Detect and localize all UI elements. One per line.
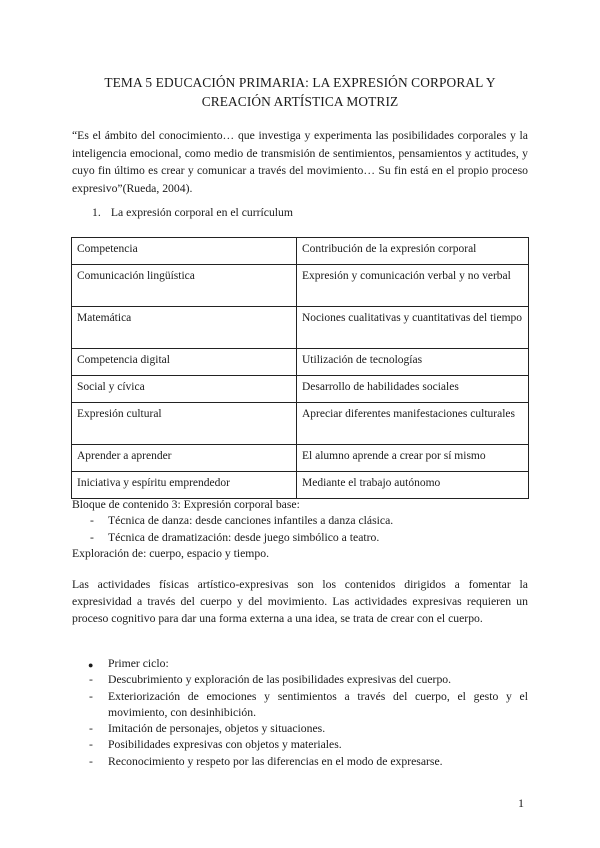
- list-item-text: Técnica de dramatización: desde juego simbólico a teatro.: [108, 530, 380, 544]
- bullet-icon: ●: [88, 660, 94, 670]
- table-header-cell: Competencia: [72, 238, 297, 265]
- dash-marker: -: [89, 754, 93, 768]
- primer-ciclo-list: [72, 656, 528, 770]
- section-heading-1: [92, 205, 293, 221]
- table-cell: Utilización de tecnologías: [297, 349, 529, 376]
- list-item: [72, 513, 532, 529]
- document-title: [72, 73, 528, 111]
- list-item-text: Descubrimiento y exploración de las posibilidades expresivas del cuerpo.: [108, 673, 452, 687]
- table-cell: Expresión cultural: [72, 403, 297, 445]
- section-title: La expresión corporal en el currículum: [110, 206, 293, 219]
- section-number: 1.: [92, 206, 101, 219]
- list-item-text: Imitación de personajes, objetos y situaciones.: [108, 722, 326, 736]
- list-item: [72, 754, 528, 770]
- table-row: [72, 472, 529, 499]
- title-line-2: CREACIÓN ARTÍSTICA MOTRIZ: [201, 94, 399, 109]
- table-cell: Social y cívica: [72, 376, 297, 403]
- list-item-text: Posibilidades expresivas con objetos y materiales.: [108, 738, 342, 752]
- table-header-row: [72, 238, 529, 265]
- dash-marker: -: [89, 689, 93, 703]
- list-item: [72, 689, 528, 722]
- table-row: [72, 349, 529, 376]
- list-heading-text: Primer ciclo:: [108, 657, 169, 670]
- table-cell: El alumno aprende a crear por sí mismo: [297, 445, 529, 472]
- table-cell: Matemática: [72, 307, 297, 349]
- table-cell: Iniciativa y espíritu emprendedor: [72, 472, 297, 499]
- dash-marker: -: [89, 673, 93, 687]
- table-row: [72, 307, 529, 349]
- dash-marker: -: [89, 722, 93, 736]
- table-cell: Desarrollo de habilidades sociales: [297, 376, 529, 403]
- table-cell: Apreciar diferentes manifestaciones culturales: [297, 403, 529, 445]
- table-header-cell: Contribución de la expresión corporal: [297, 238, 529, 265]
- table-row: [72, 265, 529, 307]
- table-cell: Competencia digital: [72, 349, 297, 376]
- title-line-1: TEMA 5 EDUCACIÓN PRIMARIA: LA EXPRESIÓN CORPORAL Y: [104, 75, 496, 90]
- bloque-contenido: [72, 497, 532, 563]
- page-number: 1: [518, 796, 524, 810]
- dash-marker: -: [90, 514, 94, 528]
- intro-quote: “Es el ámbito del conocimiento… que investiga y experimenta las posibilidades corporales y la inteligencia emocional, como medio de transmisión de sentimientos, pensamientos y actitudes, y cuyo fin último es crear y comunicar a través del movimiento… Su fin está en el propio proceso expresivo”(Rueda, 2004).: [72, 129, 528, 195]
- table-cell: Expresión y comunicación verbal y no verbal: [297, 265, 529, 307]
- table-cell: Aprender a aprender: [72, 445, 297, 472]
- list-item-text: Reconocimiento y respeto por las diferencias en el modo de expresarse.: [108, 754, 443, 768]
- list-heading-item: [72, 656, 528, 672]
- table-cell: Mediante el trabajo autónomo: [297, 472, 529, 499]
- table-cell: Nociones cualitativas y cuantitativas del tiempo: [297, 307, 529, 349]
- list-item: [72, 672, 528, 688]
- dash-marker: -: [89, 738, 93, 752]
- competencias-table: [71, 237, 529, 499]
- list-item-text: Técnica de danza: desde canciones infantiles a danza clásica.: [108, 514, 394, 528]
- table-row: [72, 445, 529, 472]
- list-item: [72, 721, 528, 737]
- table-row: [72, 376, 529, 403]
- body-paragraph: Las actividades físicas artístico-expresivas son los contenidos dirigidos a fomentar la expresividad a través del cuerpo y del movimiento. Las actividades expresivas requieren un proceso cognitivo para dar una forma externa a una idea, se trata de crear con el cuerpo.: [72, 578, 528, 626]
- bloque-heading: Bloque de contenido 3: Expresión corporal base:: [72, 498, 300, 511]
- dash-marker: -: [90, 530, 94, 544]
- list-item: [72, 737, 528, 753]
- table-cell: Comunicación lingüística: [72, 265, 297, 307]
- list-item: [72, 530, 532, 546]
- exploracion-line: Exploración de: cuerpo, espacio y tiempo.: [72, 547, 269, 561]
- list-item-text: Exteriorización de emociones y sentimientos a través del cuerpo, el gesto y el movimiento, con desinhibición.: [108, 689, 528, 719]
- table-row: [72, 403, 529, 445]
